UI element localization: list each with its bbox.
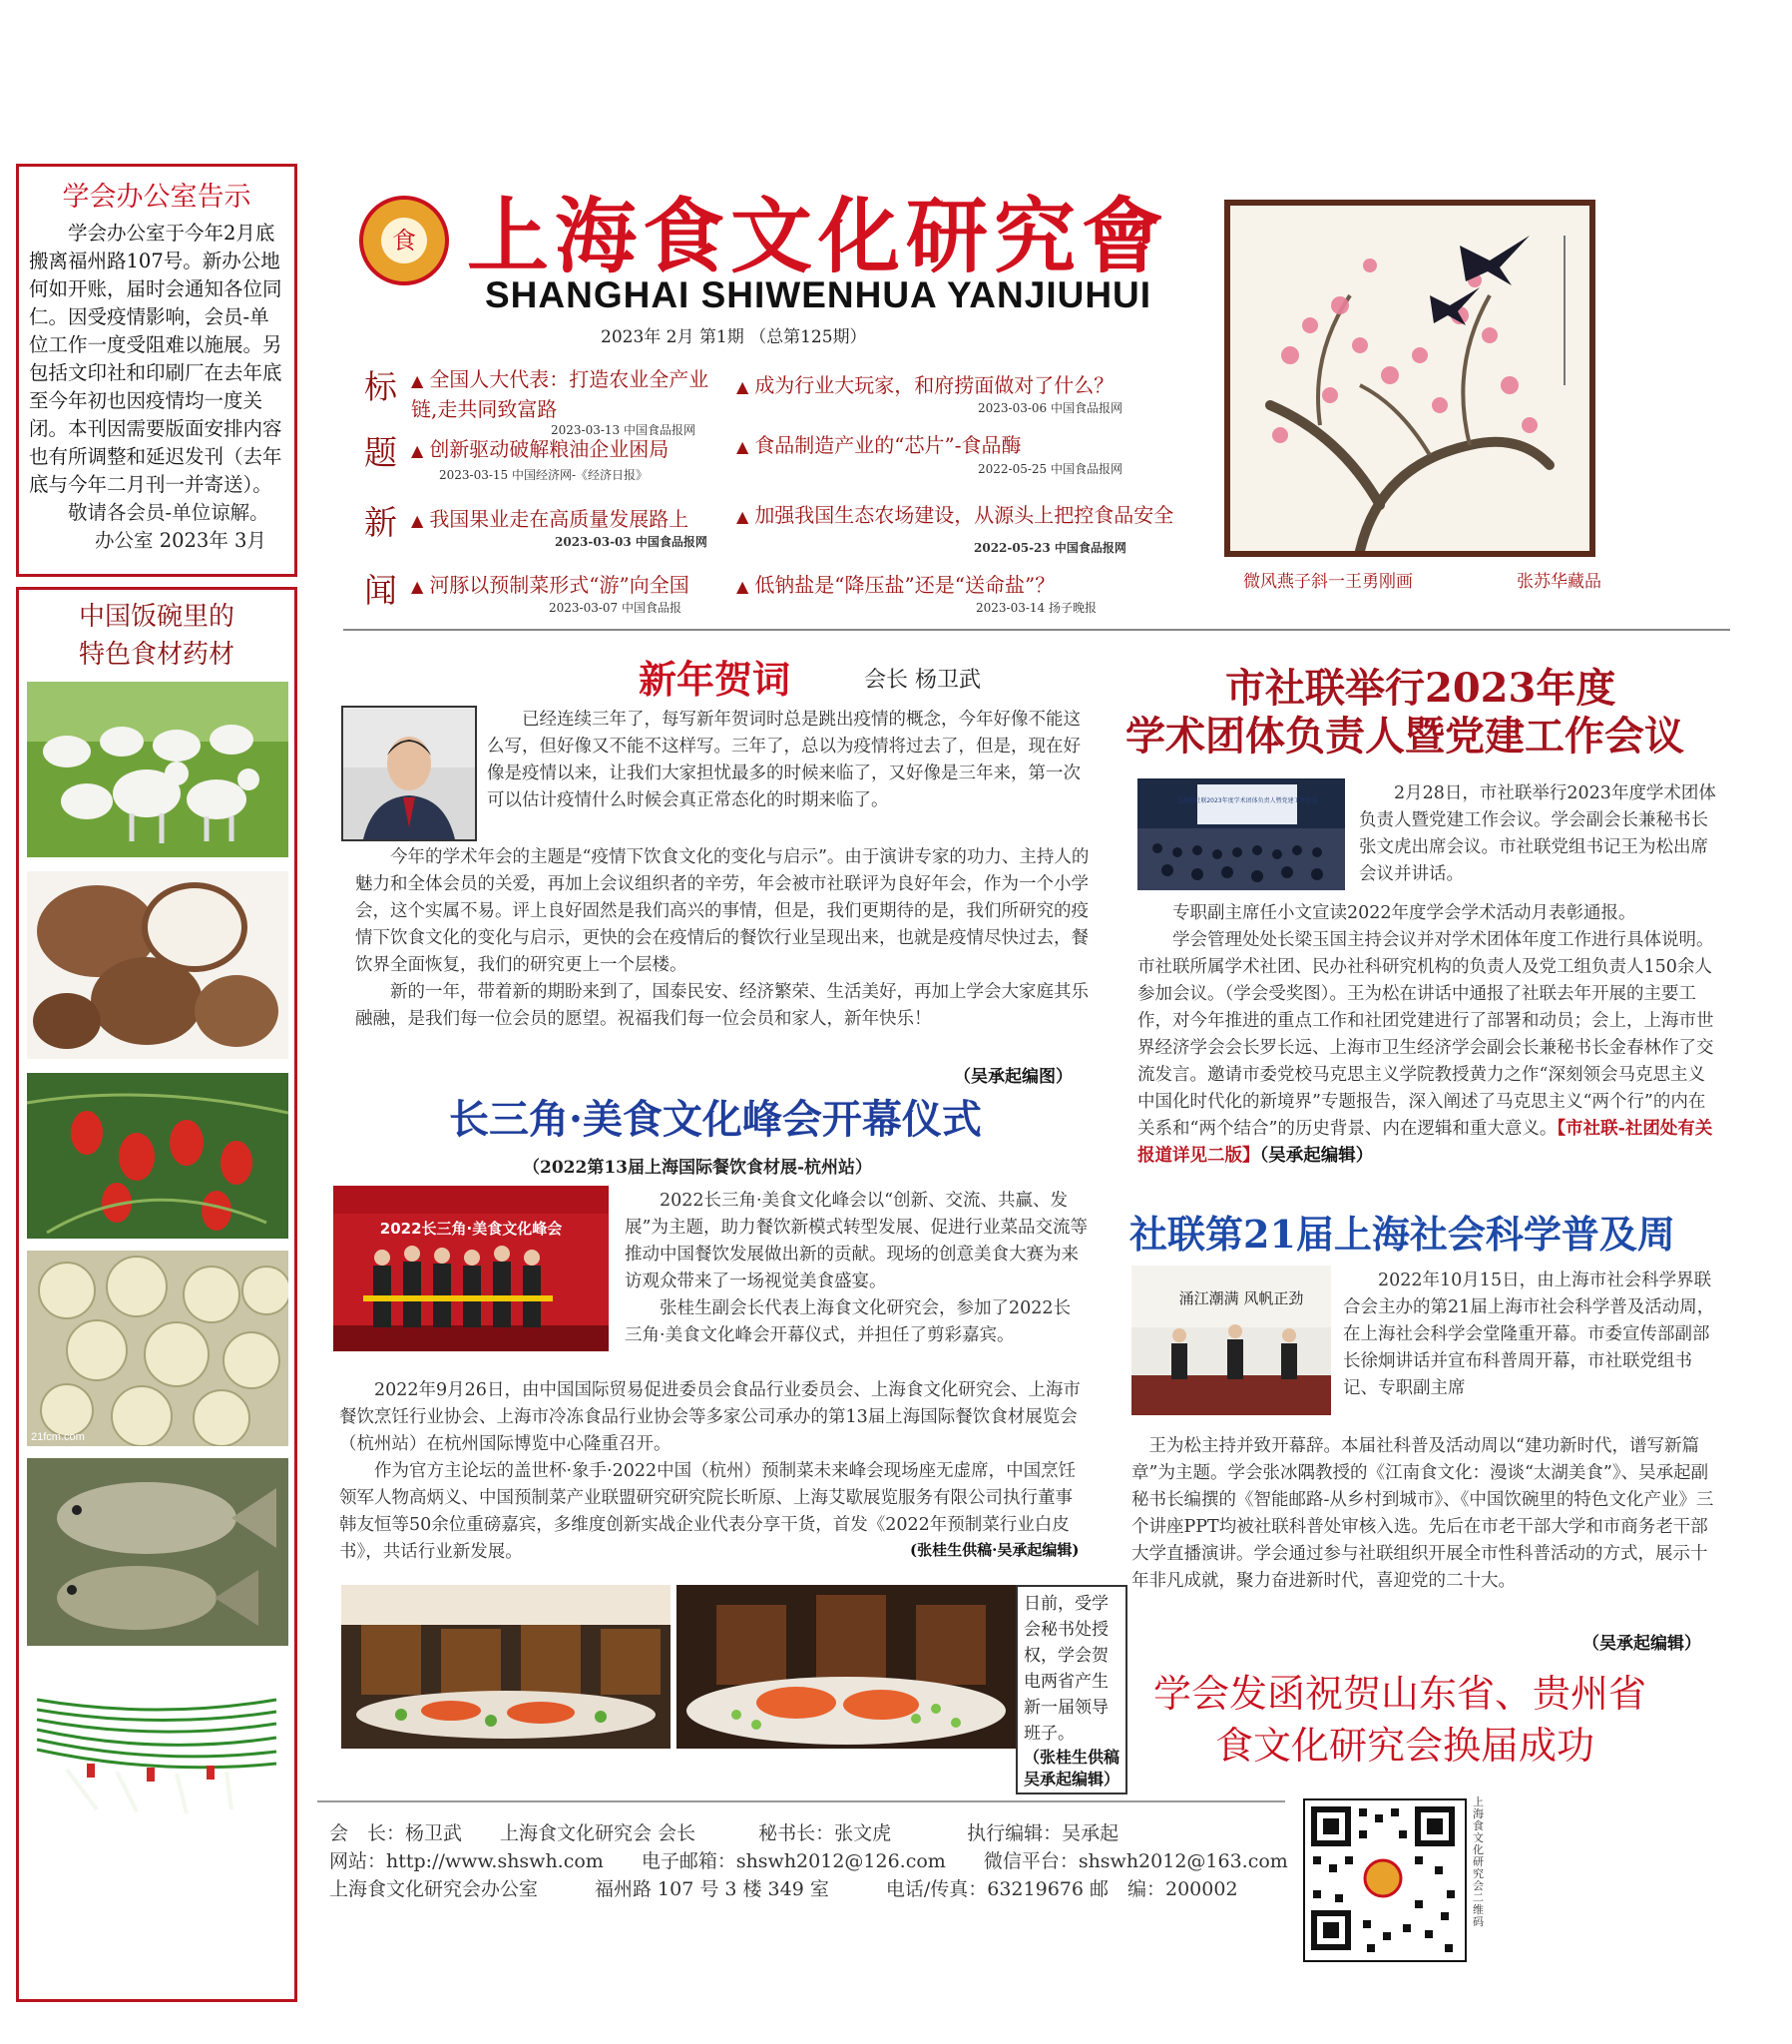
summit-p1: 2022长三角·美食文化峰会以“创新、交流、共赢、发展”为主题，助力餐饮新模式转型发展、促进行业菜品交流等推动中国餐饮发展做出新的贡献。现场的创意美食大赛为来访观众带来了一场视觉美食盛宴。 张桂生副会长代表上海食文化研究会，参加了2022长三角·美食文化峰会开幕仪式，并担任了剪彩嘉宾。: [625, 1191, 1088, 1345]
headline-item[interactable]: ▲ 创新驱动破解粮油企业困局: [411, 437, 670, 461]
headline-item[interactable]: ▲ 低钠盐是“降压盐”还是“送命盐”？: [736, 573, 1056, 597]
summit-credit: (张桂生供稿·吴承起编辑): [910, 1541, 1080, 1559]
headline-item[interactable]: ▲ 我国果业走在高质量发展路上: [411, 507, 689, 531]
dish-display-photo: [341, 1585, 671, 1749]
qr-label: 上海食文化研究会二维码: [1473, 1795, 1484, 1928]
logo-char: 食: [381, 218, 427, 263]
footer-divider: [317, 1800, 1285, 1802]
president-photo: [341, 706, 477, 841]
notice-box: [16, 164, 297, 577]
summit-title: 长三角·美食文化峰会开幕仪式: [449, 1096, 982, 1143]
masthead-title: 上海食文化研究會: [467, 189, 1170, 284]
headline-source: 2023-03-14 扬子晚报: [976, 601, 1098, 615]
headline-source: 2023-03-15 中国经济网-《经济日报》: [439, 468, 649, 482]
new-year-title: 新年贺词: [639, 657, 791, 702]
painting-caption: 微风燕子斜一王勇刚画: [1243, 572, 1413, 592]
food-panel-title: [19, 598, 294, 674]
summit-subtitle: （2022第13届上海国际餐饮食材展-杭州站）: [523, 1158, 873, 1178]
divider: [343, 629, 1730, 631]
congrats-note-credit: （张桂生供稿吴承起编辑）: [1024, 1748, 1120, 1788]
dish-plate-photo: [676, 1585, 1016, 1749]
notice-title: 学会办公室告示: [62, 182, 251, 213]
skl-highlight[interactable]: 【市社联-社团处有关报道详见二版】: [1137, 1119, 1713, 1166]
goji-photo: [27, 1073, 288, 1239]
headline-source: 2023-03-13 中国食品报网: [551, 423, 696, 437]
painting-collection: 张苏华藏品: [1517, 572, 1601, 592]
notice-body: 学会办公室于今年2月底搬离福州路107号。新办公地何如开账，届时会通知各位同仁。因受疫情影响，会员-单位工作一度受阻难以施展。另包括文印社和印刷厂在去年底至今年初也因疫情均一度关闭。本刊因需要版面安排内容也有所调整和延迟发刊（去年底与今年二月刊一并寄送）。: [29, 222, 282, 496]
masthead-pinyin: SHANGHAI SHIWENHUA YANJIUHUI: [485, 274, 1152, 315]
headline-source: 2023-03-07 中国食品报: [549, 601, 682, 615]
food-panel-title-line2: 特色食材药材: [78, 640, 234, 670]
headline-vertical-3: 新: [364, 503, 397, 542]
notice-closing: 敬请各会员-单位谅解。: [68, 501, 269, 524]
headline-source: 2022-05-23 中国食品报网: [974, 541, 1126, 555]
congrats-headline-line1: 学会发函祝贺山东省、贵州省: [1153, 1672, 1647, 1716]
headline-item[interactable]: ▲ 食品制造产业的“芯片”-食品酶: [736, 433, 1022, 457]
skl-title-line2: 学术团体负责人暨党建工作会议: [1125, 713, 1684, 760]
chives-photo: [27, 1660, 288, 1829]
headline-item[interactable]: ▲ 成为行业大玩家，和府捞面做对了什么？: [736, 373, 1115, 397]
issue-info: 2023年 2月 第1期 （总第125期）: [601, 327, 867, 347]
food-panel-title-line1: 中国饭碗里的: [78, 602, 234, 632]
skl-credit: （吴承起编辑）: [1259, 1146, 1374, 1166]
fish-photo: [27, 1458, 288, 1646]
headline-vertical-1: 标: [364, 367, 397, 406]
society-logo: [359, 196, 449, 285]
headline-source: 2023-03-03 中国食品报网: [555, 535, 707, 549]
footer-address: 上海食文化研究会办公室 福州路 107 号 3 楼 349 室 电话/传真：63219676 邮 编：200002: [329, 1878, 1238, 1900]
skl-screen-text: 上海市社联2023年度学术团体负责人暨党建工作会议: [1176, 797, 1318, 804]
headline-source: 2023-03-06 中国食品报网: [978, 401, 1123, 415]
headline-source: 2022-05-25 中国食品报网: [978, 462, 1123, 476]
summit-banner: 2022长三角·美食文化峰会: [379, 1220, 563, 1238]
science-week-p1: 2022年10月15日，由上海市社会科学界联合会主办的第21届上海市社会科学普及活动周，在上海社会科学会堂隆重开幕。市委宣传部副部长徐炯讲话并宣布科普周开幕，市社联党组书记、专职副主席: [1343, 1271, 1715, 1398]
chrysanthemum-photo: [27, 1251, 288, 1446]
goats-photo: [27, 682, 288, 857]
science-week-p2: 王为松主持并致开幕辞。本届社科普及活动周以“建功新时代，谱写新篇章”为主题。学会张冰隅教授的《江南食文化：漫谈“太湖美食”》、吴承起副秘书长编撰的《智能邮路-从乡村到城市》、《中国饮碗里的特色文化产业》三个讲座PPT均被社联科普处审核入选。先后在市老干部大学和市商务老干部大学直播演讲。学会通过参与社联组织开展全市性科普活动的方式，展示十年非凡成就，聚力奋进新时代，喜迎党的二十大。: [1131, 1436, 1714, 1591]
skl-title-line1: 市社联举行2023年度: [1225, 665, 1616, 712]
science-week-credit: （吴承起编辑）: [1582, 1634, 1701, 1654]
footer-contact[interactable]: 网站：http://www.shswh.com 电子邮箱：shswh2012@126.com 微信平台：shswh2012@163.com: [329, 1850, 1288, 1872]
congrats-note-text: 日前，受学会秘书处授权，学会贺电两省产生新一届领导班子。: [1024, 1594, 1109, 1744]
notice-sign: 办公室 2023年 3月: [95, 529, 266, 552]
watermark: 21fcm.com: [31, 1431, 85, 1443]
swallow-painting: [1224, 200, 1595, 557]
congrats-note: [1016, 1585, 1127, 1794]
headline-item[interactable]: ▲ 河豚以预制菜形式“游”向全国: [411, 573, 689, 597]
new-year-credit: （吴承起编图）: [954, 1067, 1073, 1087]
new-year-p1: 已经连续三年了，每写新年贺词时总是跳出疫情的概念，今年好像不能这么写，但好像又不能不这样写。三年了，总以为疫情将过去了，但是，现在好像是疫情以来，让我们大家担忧最多的时候来临了，又好像是三年来，第一次可以估计疫情什么时候会真正常态化的时期来临了。: [487, 710, 1081, 810]
new-year-byline: 会长 杨卫武: [864, 668, 981, 693]
science-week-title: 社联第21届上海社会科学普及周: [1129, 1212, 1675, 1257]
science-week-banner: 涌江潮满 风帆正劲: [1178, 1289, 1304, 1307]
headline-item[interactable]: ▲ 全国人大代表：打造农业全产业链,走共同致富路: [411, 367, 709, 421]
summit-body: 2022年9月26日，由中国国际贸易促进委员会食品行业委员会、上海食文化研究会、上海市餐饮烹饪行业协会、上海市冷冻食品行业协会等多家公司承办的第13届上海国际餐饮食材展览会（杭州站）在杭州国际博览中心隆重召开。 作为官方主论坛的盖世杯·象手·2022中国（杭州）预制菜未来峰会现场座无虚席，中国烹饪领军人物高炳义、中国预制菜产业联盟研究研究院长昕原、上海艾歇展览服务有限公司执行董事韩友恒等50余位重磅嘉宾，多维度创新实战企业代表分享干货，首发《2022年预制菜行业白皮书》，共话行业新发展。: [339, 1380, 1081, 1562]
congrats-headline-line2: 食文化研究会换届成功: [1215, 1724, 1595, 1768]
taro-photo: [27, 871, 288, 1059]
food-panel: [16, 587, 297, 2002]
headline-item[interactable]: ▲ 加强我国生态农场建设，从源头上把控食品安全: [736, 503, 1174, 527]
headline-vertical-4: 闻: [364, 571, 397, 610]
headline-vertical-2: 题: [364, 433, 397, 472]
summit-photo: [333, 1186, 609, 1351]
skl-body: 专职副主席任小文宣读2022年度学会学术活动月表彰通报。 学会管理处处长梁玉国主持会议并对学术团体年度工作进行具体说明。市社联所属学术社团、民办社科研究机构的负责人及党工组负责人150余人参加会议。（学会受奖图）。王为松在讲话中通报了社联去年开展的主要工作，对今年推进的重点工作和社团党建进行了部署和动员；会上，上海市世界经济学会会长罗长远、上海市卫生经济学会副会长兼秘书长金春林作了交流发言。邀请市委党校马克思主义学院教授黄力之作“深刻领会马克思主义中国化时代化的新境界”专题报告，深入阐述了马克思主义“两个行”的内在关系和“两个结合”的历史背景、内在逻辑和重大意义。【市社联-社团处有关报道详见二版】（吴承起编辑）: [1137, 903, 1714, 1166]
skl-meeting-photo: [1137, 778, 1345, 890]
qr-code[interactable]: [1303, 1798, 1467, 1962]
skl-p1: 2月28日，市社联举行2023年度学术团体负责人暨党建工作会议。学会副会长兼秘书长张文虎出席会议。市社联党组书记王为松出席会议并讲话。: [1359, 783, 1716, 884]
new-year-body: 今年的学术年会的主题是“疫情下饮食文化的变化与启示”。由于演讲专家的功力、主持人的魅力和全体会员的关爱，再加上会议组织者的辛劳，年会被市社联评为良好年会，作为一个小学会，这个实属不易。评上良好固然是我们高兴的事情，但是，我们更期待的是，我们所研究的疫情下饮食文化的变化与启示，更快的会在疫情后的餐饮行业呈现出来，也就是疫情尽快过去，餐饮界全面恢复，我们的研究更上一个层楼。 新的一年，带着新的期盼来到了，国泰民安、经济繁荣、生活美好，再加上学会大家庭其乐融融，是我们每一位会员的愿望。祝福我们每一位会员和家人，新年快乐！: [355, 847, 1090, 1029]
footer-staff: 会 长：杨卫武 上海食文化研究会 会长 秘书长：张文虎 执行编辑：吴承起: [329, 1822, 1120, 1844]
science-week-photo: [1131, 1266, 1331, 1415]
